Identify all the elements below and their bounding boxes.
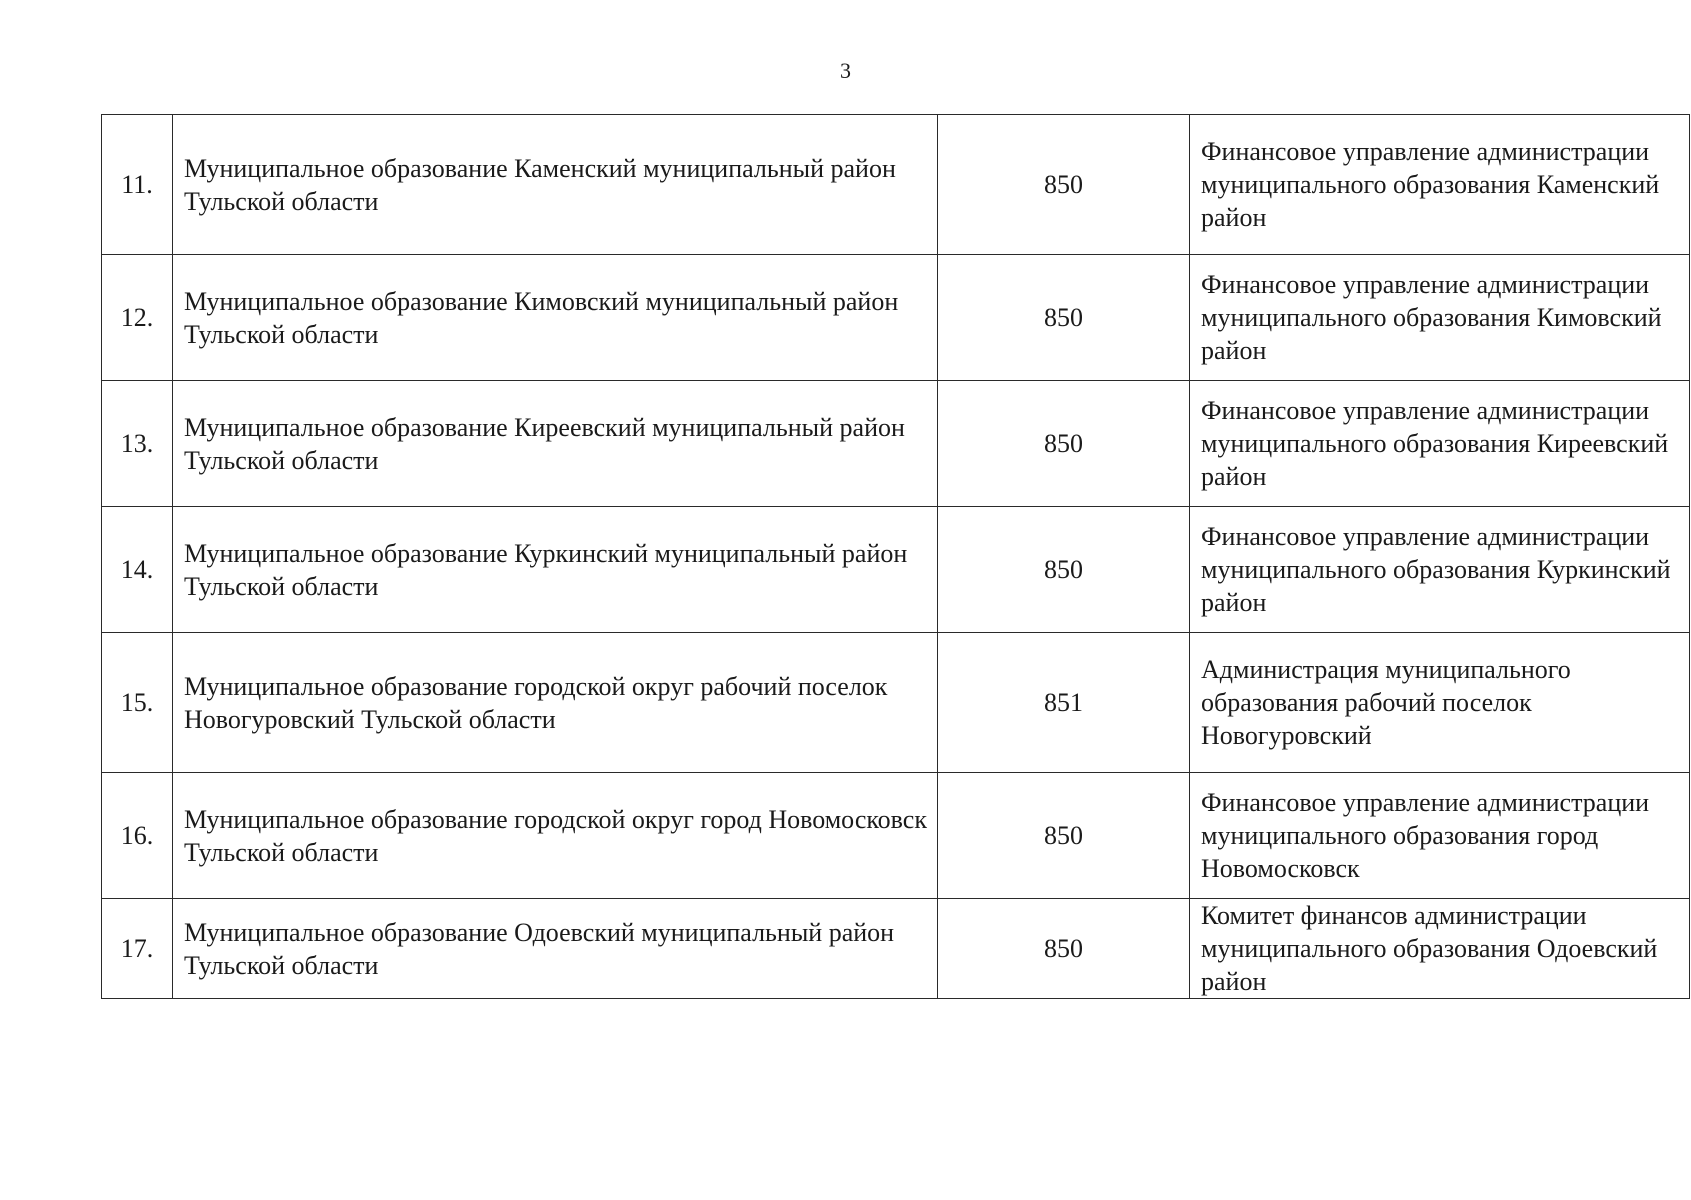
administrator-name: Финансовое управление администрации муниципального образования город Новомосковск [1190, 773, 1690, 899]
administrator-name: Комитет финансов администрации муниципального образования Одоевский район [1190, 899, 1690, 999]
admin-code: 850 [938, 115, 1190, 255]
table-row [102, 115, 1690, 255]
municipality-name: Муниципальное образование городской округ рабочий поселок Новогуровский Тульской области [173, 633, 938, 773]
row-number: 14. [102, 507, 173, 633]
administrator-name: Финансовое управление администрации муниципального образования Каменский район [1190, 115, 1690, 255]
admin-code: 850 [938, 773, 1190, 899]
municipality-name: Муниципальное образование Одоевский муниципальный район Тульской области [173, 899, 938, 999]
row-number: 16. [102, 773, 173, 899]
municipality-name: Муниципальное образование Кимовский муниципальный район Тульской области [173, 255, 938, 381]
table-row [102, 899, 1690, 999]
municipality-name: Муниципальное образование Каменский муниципальный район Тульской области [173, 115, 938, 255]
administrator-name: Финансовое управление администрации муниципального образования Киреевский район [1190, 381, 1690, 507]
administrator-name: Финансовое управление администрации муниципального образования Кимовский район [1190, 255, 1690, 381]
municipalities-table [101, 114, 1690, 999]
page-number: 3 [840, 58, 851, 83]
table-row [102, 773, 1690, 899]
administrator-name: Администрация муниципального образования рабочий поселок Новогуровский [1190, 633, 1690, 773]
table-row [102, 633, 1690, 773]
row-number: 17. [102, 899, 173, 999]
row-number: 12. [102, 255, 173, 381]
admin-code: 850 [938, 381, 1190, 507]
admin-code: 850 [938, 255, 1190, 381]
table-row [102, 255, 1690, 381]
admin-code: 850 [938, 507, 1190, 633]
row-number: 13. [102, 381, 173, 507]
municipality-name: Муниципальное образование Куркинский муниципальный район Тульской области [173, 507, 938, 633]
admin-code: 850 [938, 899, 1190, 999]
row-number: 15. [102, 633, 173, 773]
table-row [102, 381, 1690, 507]
row-number: 11. [102, 115, 173, 255]
municipality-name: Муниципальное образование Киреевский муниципальный район Тульской области [173, 381, 938, 507]
admin-code: 851 [938, 633, 1190, 773]
municipality-name: Муниципальное образование городской округ город Новомосковск Тульской области [173, 773, 938, 899]
table-row [102, 507, 1690, 633]
administrator-name: Финансовое управление администрации муниципального образования Куркинский район [1190, 507, 1690, 633]
